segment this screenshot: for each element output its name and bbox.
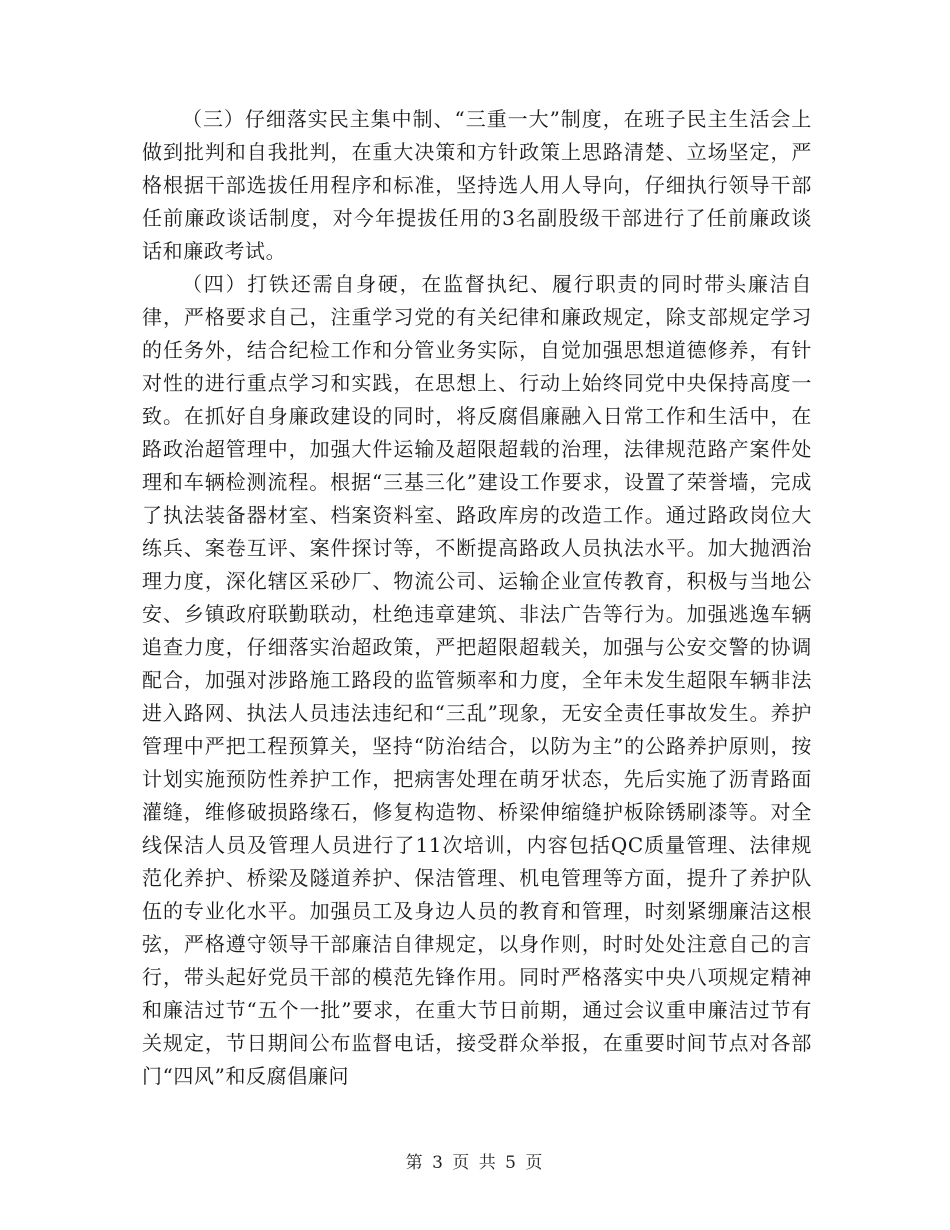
paragraph-4: （四）打铁还需自身硬，在监督执纪、履行职责的同时带头廉洁自律，严格要求自己，注重学习党的有关纪律和廉政规定，除支部规定学习的任务外，结合纪检工作和分管业务实际，自觉加强思想道德修养，有针对性的进行重点学习和实践，在思想上、行动上始终同党中央保持高度一致。在抓好自身廉政建设的同时，将反腐倡廉融入日常工作和生活中，在路政治超管理中，加强大件运输及超限超载的治理，法律规范路产案件处理和车辆检测流程。根据“三基三化”建设工作要求，设置了荣誉墙，完成了执法装备器材室、档案资料室、路政库房的改造工作。通过路政岗位大练兵、案卷互评、案件探讨等，不断提高路政人员执法水平。加大抛洒治理力度，深化辖区采砂厂、物流公司、运输企业宣传教育，积极与当地公安、乡镇政府联勤联动，杜绝违章建筑、非法广告等行为。加强逃逸车辆追查力度，仔细落实治超政策，严把超限超载关，加强与公安交警的协调配合，加强对涉路施工路段的监管频率和力度，全年未发生超限车辆非法进入路网、执法人员违法违纪和“三乱”现象，无安全责任事故发生。养护管理中严把工程预算关，坚持“防治结合，以防为主”的公路养护原则，按计划实施预防性养护工作，把病害处理在萌牙状态，先后实施了沥青路面灌缝，维修破损路缘石，修复构造物、桥梁伸缩缝护板除锈刷漆等。对全线保洁人员及管理人员进行了11次培训，内容包括QC质量管理、法律规范化养护、桥梁及隧道养护、保洁管理、机电管理等方面，提升了养护队伍的专业化水平。加强员工及身边人员的教育和管理，时刻紧绷廉洁这根弦，严格遵守领导干部廉洁自律规定，以身作则，时时处处注意自己的言行，带头起好党员干部的模范先锋作用。同时严格落实中央八项规定精神和廉洁过节“五个一批”要求，在重大节日前期，通过会议重申廉洁过节有关规定，节日期间公布监督电话，接受群众举报，在重要时间节点对各部门“四风”和反腐倡廉问: [142, 272, 812, 1088]
page-number: 第 3 页 共 5 页: [405, 1153, 545, 1173]
document-body: [142, 103, 812, 1093]
paragraph-3: （三）仔细落实民主集中制、“三重一大”制度，在班子民主生活会上做到批判和自我批判，在重大决策和方针政策上思路清楚、立场坚定，严格根据干部选拔任用程序和标准，坚持选人用人导向，仔细执行领导干部任前廉政谈话制度，对今年提拔任用的3名副股级干部进行了任前廉政谈话和廉政考试。: [142, 107, 812, 263]
